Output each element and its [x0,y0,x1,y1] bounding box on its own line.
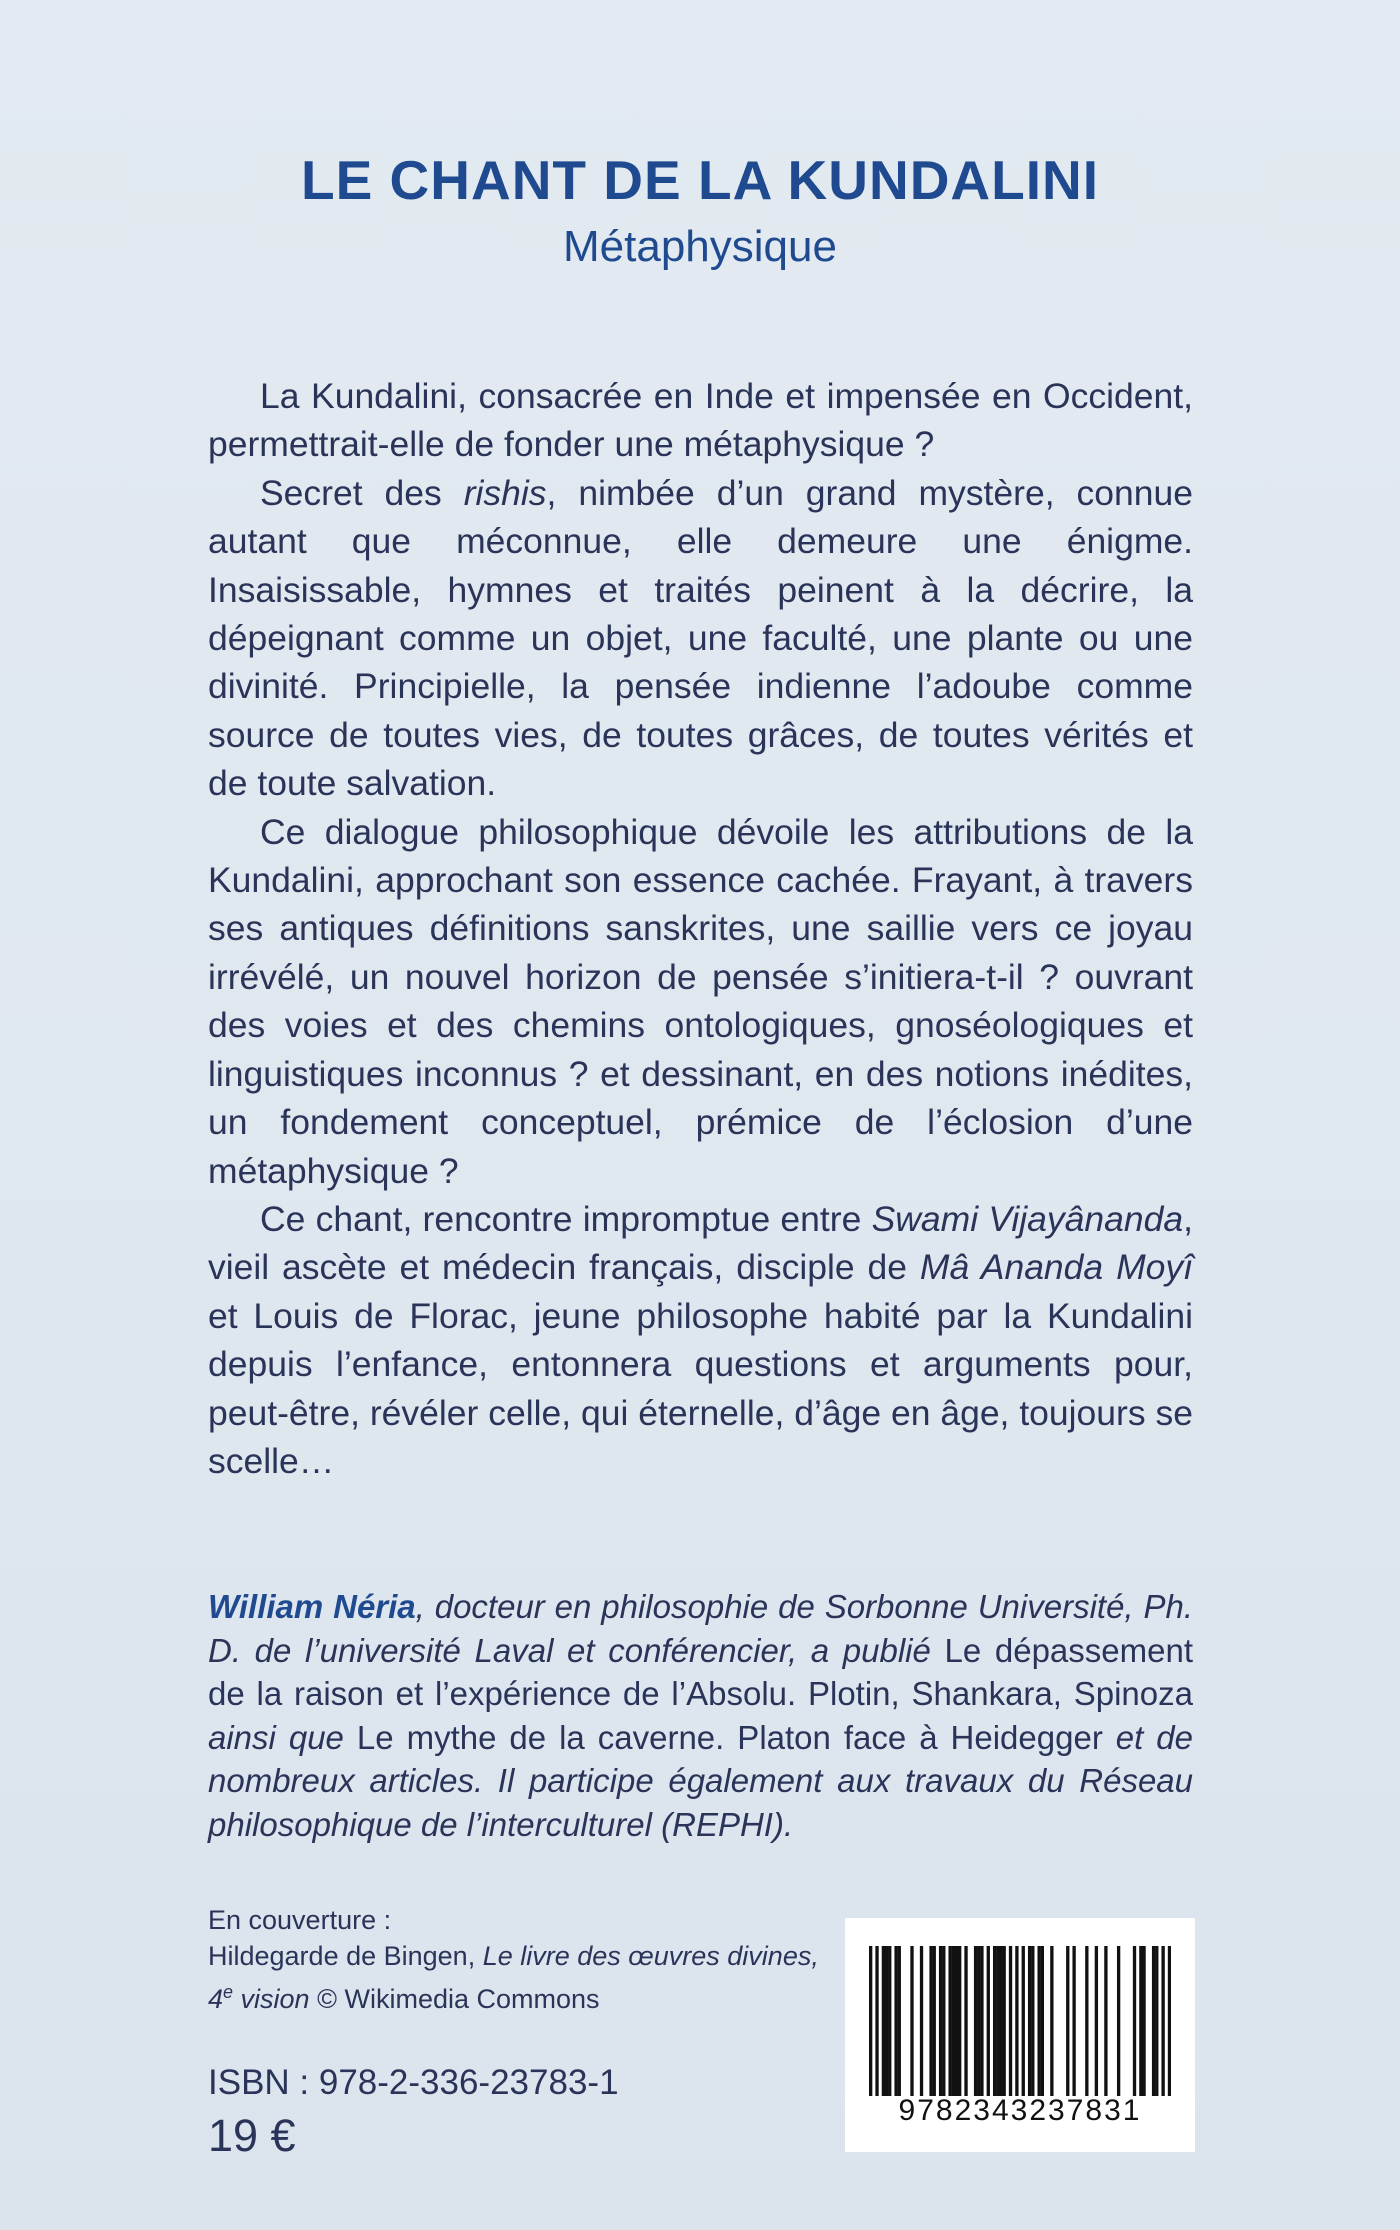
barcode-bar [1022,1946,1025,2096]
price: 19 € [208,2110,296,2161]
barcode-bar [958,1946,961,2096]
author-bio-italic: , docteur en philosophie de Sorbonne Université, Ph. D. de l’université Laval et conférencier, a publié [208,1588,1194,1669]
barcode-bar [1142,1946,1145,2096]
blurb-paragraph-1: La Kundalini, consacrée en Inde et impensée en Occident, permettrait-elle de fonder une métaphysique ? [208,376,1193,465]
author-bio [208,1585,1193,1846]
barcode-bar [993,1946,996,2096]
barcode-bar [996,1946,999,2096]
blurb-paragraph-3: Ce dialogue philosophique dévoile les attributions de la Kundalini, approchant son essence cachée. Frayant, à travers ses antiques définitions sanskrites, une saillie vers ce joyau irrévélé, un nouvel horizon de pensée s’initiera-t-il ? ouvrant des voies et des chemins ontologiques, gnoséologiques et linguistiques inconnus ? et dessinant, en des notions inédites, un fondement conceptuel, prémice de l’éclosion d’une métaphysique ? [208,811,1193,1191]
credit-vision-word: vision [233,1984,310,2014]
barcode-bar [955,1946,958,2096]
blurb-italic-rishis: rishis [463,472,547,513]
barcode-bar [894,1946,897,2096]
barcode [845,1918,1195,2152]
credit-label: En couverture : [208,1905,392,1935]
barcode-bar [1117,1946,1120,2096]
barcode-bar [1095,1946,1098,2096]
blurb-text: , nimbée d’un grand mystère, connue autant que méconnue, elle demeure une énigme. Insaisissable, hymnes et traités peinent à la décrire, la dépeignant comme un objet, une faculté, une plante ou une divinité. Principielle, la pensée indienne l’adoube comme source de toutes vies, de toutes grâces, de toutes vérités et de toute salvation. [208,472,1193,804]
barcode-bar [1161,1946,1164,2096]
barcode-bar [888,1946,891,2096]
credit-line-2 [208,1974,828,2017]
blurb-text: , vieil ascète et médecin français, disciple de [208,1198,1193,1288]
barcode-bar [987,1946,990,2096]
barcode-bar [974,1946,977,2096]
author-book-2: Le mythe de la caverne. Platon face à Heidegger [356,1718,1103,1756]
book-title: LE CHANT DE LA KUNDALINI [300,149,1100,211]
barcode-bar [1085,1946,1088,2096]
barcode-bar [882,1946,885,2096]
blurb-paragraph-4 [208,1195,1193,1485]
barcode-bar [1031,1946,1034,2096]
barcode-bar [1152,1946,1155,2096]
barcode-bar [942,1946,945,2096]
barcode-bar [1104,1946,1107,2096]
barcode-bar [1003,1946,1006,2096]
barcode-bar [999,1946,1002,2096]
cover-credit [208,1902,828,2017]
barcode-bar [869,1946,872,2096]
author-book-1: Le dépassement de la raison et l’expérience de l’Absolu. Plotin, Shankara, Spinoza [208,1631,1193,1712]
barcode-bar [910,1946,913,2096]
barcode-bar [980,1946,983,2096]
barcode-bar [964,1946,967,2096]
barcode-bar [933,1946,936,2096]
blurb-text: Secret des [260,472,464,513]
barcode-bar [1168,1946,1171,2096]
blurb-text: et Louis de Florac, jeune philosophe habité par la Kundalini depuis l’enfance, entonnera questions et arguments pour, peut-être, révéler celle, qui éternelle, d’âge en âge, toujours se scelle… [208,1295,1193,1481]
barcode-bar [1028,1946,1031,2096]
blurb-text: Ce chant, rencontre impromptue entre [260,1198,872,1239]
author-closing: et de nombreux articles. Il participe également aux travaux du Réseau philosophique de l’interculturel (REPHI). [208,1718,1193,1843]
barcode-bar [939,1946,942,2096]
credit-work: Le livre des œuvres divines, [482,1941,819,1971]
barcode-bar [1015,1946,1018,2096]
blurb-italic-ma: Mâ Ananda Moyî [919,1247,1193,1288]
blurb [208,372,1193,1485]
credit-line-1 [208,1938,828,1974]
barcode-bar [1066,1946,1069,2096]
barcode-bar [952,1946,955,2096]
barcode-bar [948,1946,951,2096]
author-ainsi-que: ainsi que [208,1718,357,1756]
barcode-bar [885,1946,888,2096]
barcode-digits: 9782343237831 [898,2094,1142,2127]
barcode-bar [929,1946,932,2096]
book-subtitle: Métaphysique [563,222,837,271]
barcode-bar [1072,1946,1075,2096]
barcode-bars [869,1946,1171,2096]
credit-vision-sup: e [223,1982,234,2002]
isbn: ISBN : 978-2-336-23783-1 [208,2063,619,2102]
credit-vision-num: 4 [208,1984,224,2014]
barcode-bar [1133,1946,1136,2096]
barcode-bar [1037,1946,1040,2096]
author-paragraph [208,1585,1193,1846]
barcode-bar [898,1946,901,2096]
barcode-bar [1009,1946,1012,2096]
barcode-bar [875,1946,878,2096]
credit-rights: © Wikimedia Commons [309,1984,600,2014]
barcode-bar [1041,1946,1044,2096]
barcode-bar [1050,1946,1053,2096]
blurb-paragraph-2 [208,469,1193,808]
credit-artist: Hildegarde de Bingen, [208,1941,483,1971]
barcode-bar [977,1946,980,2096]
barcode-bar [1155,1946,1158,2096]
barcode-bar [1139,1946,1142,2096]
author-name: William Néria [208,1588,416,1625]
barcode-bar [920,1946,923,2096]
blurb-italic-swami: Swami Vijayânanda [871,1198,1184,1239]
